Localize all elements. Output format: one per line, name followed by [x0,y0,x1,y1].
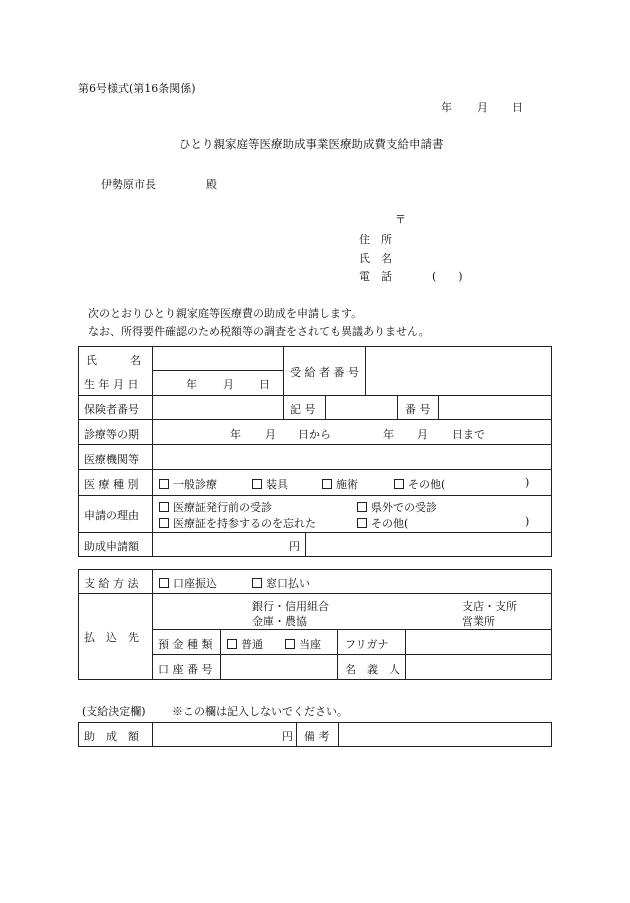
phone-label: 電 話 [359,270,392,283]
checkbox-icon [285,639,295,649]
decision-heading: (支給決定欄) [82,705,146,718]
checkbox-icon [159,502,169,512]
postal-mark: 〒 [395,213,406,226]
birth-date-label: 生 年 月 日 [84,378,139,391]
period-label: 診療等の期 [84,428,139,441]
birth-day: 日 [259,378,270,391]
intro-line1: 次のとおりひとり親家庭等医療費の助成を申請します。 [88,307,363,320]
birth-month: 月 [223,378,234,391]
type-other-checkbox[interactable]: その他( [394,476,445,492]
bank-type-line1: 銀行・信用組合 [252,600,329,613]
phone-parens: ( ) [432,270,463,283]
recipient-number-label: 受 給 者 番 号 [290,366,359,379]
medical-type-label: 医 療 種 別 [84,478,139,491]
checkbox-icon [252,578,262,588]
branch-type-line1: 支店・支所 [462,600,517,613]
reason-out-of-prefecture-checkbox[interactable]: 県外での受診 [357,499,437,515]
furigana-label: フリガナ [345,638,389,651]
remarks-label: 備 考 [304,730,330,743]
date-month: 月 [477,101,488,114]
intro-line2: なお、所得要件確認のため税額等の調査をされても異議ありません。 [88,325,430,338]
institution-label: 医療機関等 [84,453,139,466]
account-holder-label: 名 義 人 [345,663,400,676]
date-year: 年 [441,101,452,114]
period-year-1: 年 [230,428,241,441]
payee-label: 払 込 先 [84,631,139,644]
period-month-2: 月 [417,428,428,441]
checkbox-icon [394,479,404,489]
type-general-checkbox[interactable]: 一般診療 [159,476,217,492]
checkbox-icon [322,479,332,489]
method-bank-transfer-checkbox[interactable]: 口座振込 [159,575,217,591]
addressee: 伊勢原市長 [101,178,156,191]
grant-amount-unit: 円 [282,730,293,743]
insurer-number-label: 保険者番号 [84,403,139,416]
form-title: ひとり親家庭等医療助成事業医療助成費支給申請書 [179,137,444,151]
method-counter-checkbox[interactable]: 窓口払い [252,575,310,591]
reason-before-issue-checkbox[interactable]: 医療証発行前の受診 [159,499,272,515]
checkbox-icon [227,639,237,649]
payment-method-label: 支 給 方 法 [84,577,139,590]
symbol-label: 記 号 [290,403,316,416]
bank-type-line2: 金庫・農協 [252,615,307,628]
name-row-label: 氏 名 [86,354,141,367]
period-from: 日から [298,428,331,441]
number-label: 番 号 [405,403,431,416]
deposit-ordinary-checkbox[interactable]: 普通 [227,636,263,652]
birth-year: 年 [186,378,197,391]
reason-label: 申請の理由 [84,509,139,522]
reason-other-checkbox[interactable]: その他( [357,515,408,531]
form-number: 第6号様式(第16条関係) [78,82,196,95]
branch-type-line2: 営業所 [462,615,495,628]
checkbox-icon [357,502,367,512]
type-treatment-checkbox[interactable]: 施術 [322,476,358,492]
account-number-label: 口 座 番 号 [158,663,213,676]
deposit-current-checkbox[interactable]: 当座 [285,636,321,652]
checkbox-icon [159,518,169,528]
period-year-2: 年 [383,428,394,441]
grant-amount-label: 助 成 額 [84,730,139,743]
deposit-type-label: 預 金 種 類 [158,638,213,651]
decision-note: ※この欄は記入しないでください。 [172,705,348,718]
address-label: 住 所 [359,233,392,246]
amount-label: 助成申請額 [84,540,139,553]
checkbox-icon [159,578,169,588]
checkbox-icon [252,479,262,489]
amount-unit: 円 [289,540,300,553]
type-other-close: ) [525,476,530,489]
name-label: 氏 名 [359,252,392,265]
reason-other-close: ) [525,515,530,528]
honorific: 殿 [206,178,217,191]
period-until: 日まで [452,428,485,441]
reason-forgot-card-checkbox[interactable]: 医療証を持参するのを忘れた [159,515,316,531]
checkbox-icon [159,479,169,489]
checkbox-icon [357,518,367,528]
period-month-1: 月 [265,428,276,441]
type-appliance-checkbox[interactable]: 装具 [252,476,288,492]
date-day: 日 [512,101,523,114]
